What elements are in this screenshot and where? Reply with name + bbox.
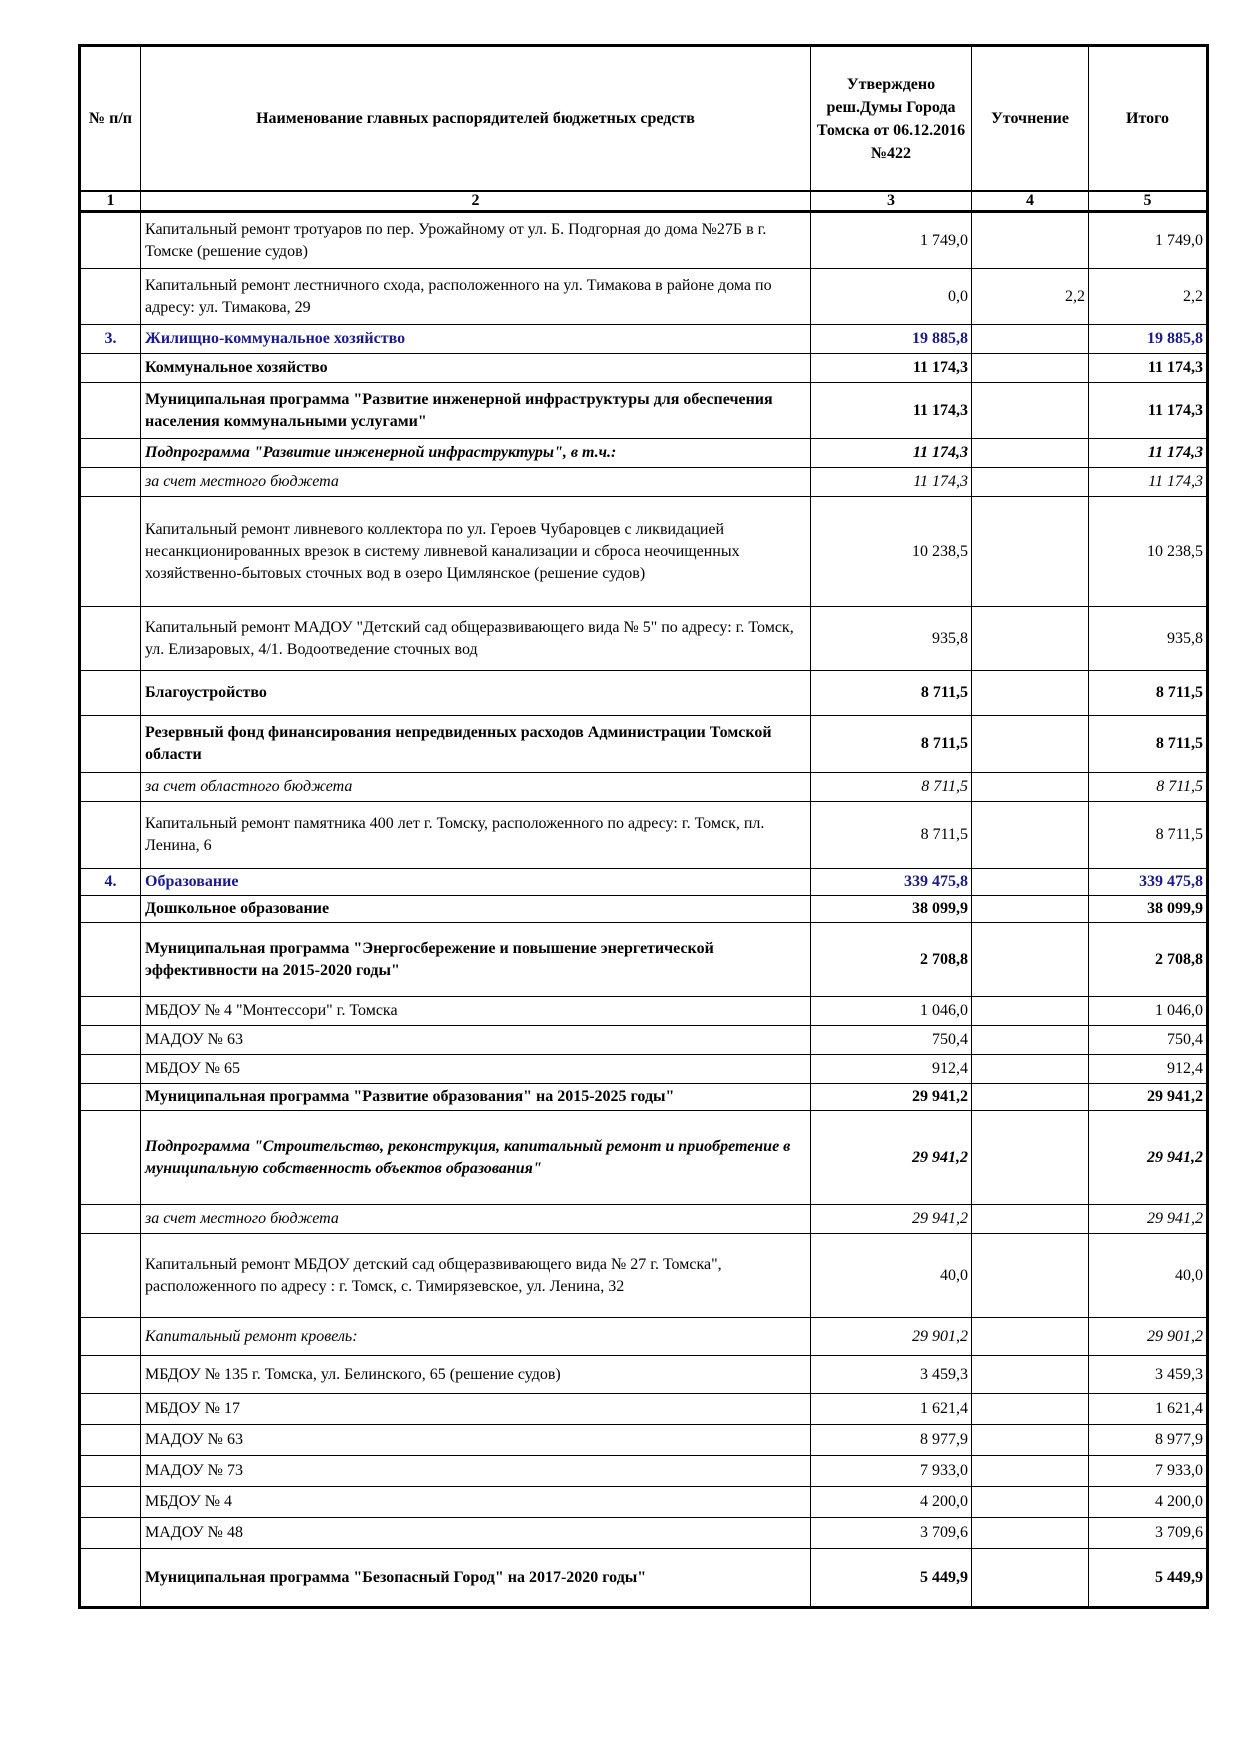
row-approved: 8 711,5 bbox=[811, 802, 972, 869]
row-total: 912,4 bbox=[1089, 1055, 1208, 1084]
row-number bbox=[80, 1055, 141, 1084]
row-approved: 19 885,8 bbox=[811, 325, 972, 354]
row-total: 10 238,5 bbox=[1089, 497, 1208, 607]
row-number bbox=[80, 1549, 141, 1608]
row-approved: 1 749,0 bbox=[811, 212, 972, 269]
header-no: № п/п bbox=[80, 46, 141, 192]
table-row bbox=[80, 716, 1208, 773]
row-approved: 11 174,3 bbox=[811, 354, 972, 383]
row-approved: 8 711,5 bbox=[811, 671, 972, 716]
row-total: 19 885,8 bbox=[1089, 325, 1208, 354]
row-approved: 29 901,2 bbox=[811, 1318, 972, 1356]
row-name: МБДОУ № 135 г. Томска, ул. Белинского, 65 (решение судов) bbox=[141, 1356, 811, 1394]
row-total: 8 977,9 bbox=[1089, 1425, 1208, 1456]
row-number bbox=[80, 773, 141, 802]
row-adjust bbox=[972, 607, 1089, 671]
row-number bbox=[80, 269, 141, 325]
row-name: МАДОУ № 73 bbox=[141, 1456, 811, 1487]
table-row bbox=[80, 383, 1208, 439]
row-adjust bbox=[972, 773, 1089, 802]
table-row bbox=[80, 671, 1208, 716]
row-name: Капитальный ремонт кровель: bbox=[141, 1318, 811, 1356]
row-number bbox=[80, 1026, 141, 1055]
row-name: МАДОУ № 48 bbox=[141, 1518, 811, 1549]
row-approved: 11 174,3 bbox=[811, 468, 972, 497]
row-number bbox=[80, 802, 141, 869]
row-total: 8 711,5 bbox=[1089, 716, 1208, 773]
row-number bbox=[80, 923, 141, 997]
row-approved: 2 708,8 bbox=[811, 923, 972, 997]
column-number: 3 bbox=[811, 191, 972, 212]
row-approved: 11 174,3 bbox=[811, 383, 972, 439]
row-total: 1 046,0 bbox=[1089, 997, 1208, 1026]
row-total: 8 711,5 bbox=[1089, 671, 1208, 716]
column-number: 1 bbox=[80, 191, 141, 212]
table-row bbox=[80, 1456, 1208, 1487]
row-number bbox=[80, 1487, 141, 1518]
table-row bbox=[80, 1487, 1208, 1518]
row-approved: 29 941,2 bbox=[811, 1111, 972, 1205]
row-name: Капитальный ремонт лестничного схода, расположенного на ул. Тимакова в районе дома по адресу: ул. Тимакова, 29 bbox=[141, 269, 811, 325]
row-approved: 7 933,0 bbox=[811, 1456, 972, 1487]
table-row bbox=[80, 802, 1208, 869]
row-number: 4. bbox=[80, 869, 141, 896]
table-row bbox=[80, 997, 1208, 1026]
table-row bbox=[80, 497, 1208, 607]
row-adjust bbox=[972, 1055, 1089, 1084]
row-total: 2 708,8 bbox=[1089, 923, 1208, 997]
row-number bbox=[80, 1084, 141, 1111]
row-name: Муниципальная программа "Развитие инженерной инфраструктуры для обеспечения населения коммунальными услугами" bbox=[141, 383, 811, 439]
row-total: 8 711,5 bbox=[1089, 802, 1208, 869]
row-total: 38 099,9 bbox=[1089, 896, 1208, 923]
row-name: Образование bbox=[141, 869, 811, 896]
table-row bbox=[80, 607, 1208, 671]
row-name: МБДОУ № 65 bbox=[141, 1055, 811, 1084]
row-adjust bbox=[972, 716, 1089, 773]
row-adjust bbox=[972, 1026, 1089, 1055]
header-approved: Утверждено реш.Думы Города Томска от 06.12.2016 №422 bbox=[811, 46, 972, 192]
row-number bbox=[80, 468, 141, 497]
row-total: 29 941,2 bbox=[1089, 1111, 1208, 1205]
row-name: Капитальный ремонт МБДОУ детский сад общеразвивающего вида № 27 г. Томска", расположенного по адресу : г. Томск, с. Тимирязевское, ул. Ленина, 32 bbox=[141, 1234, 811, 1318]
row-approved: 5 449,9 bbox=[811, 1549, 972, 1608]
table-row bbox=[80, 439, 1208, 468]
row-name: Подпрограмма "Строительство, реконструкция, капитальный ремонт и приобретение в муниципальную собственность объектов образования" bbox=[141, 1111, 811, 1205]
row-name: Муниципальная программа "Энергосбережение и повышение энергетической эффективности на 2015-2020 годы" bbox=[141, 923, 811, 997]
row-name: за счет местного бюджета bbox=[141, 1205, 811, 1234]
row-adjust bbox=[972, 1518, 1089, 1549]
row-number bbox=[80, 896, 141, 923]
budget-table-body bbox=[80, 46, 1208, 1608]
row-total: 1 749,0 bbox=[1089, 212, 1208, 269]
row-number bbox=[80, 1111, 141, 1205]
table-row bbox=[80, 773, 1208, 802]
table-row bbox=[80, 923, 1208, 997]
row-adjust bbox=[972, 354, 1089, 383]
row-number bbox=[80, 1394, 141, 1425]
row-total: 7 933,0 bbox=[1089, 1456, 1208, 1487]
row-approved: 11 174,3 bbox=[811, 439, 972, 468]
table-row bbox=[80, 896, 1208, 923]
row-adjust bbox=[972, 802, 1089, 869]
table-row bbox=[80, 1234, 1208, 1318]
row-adjust bbox=[972, 325, 1089, 354]
row-approved: 10 238,5 bbox=[811, 497, 972, 607]
table-row bbox=[80, 1318, 1208, 1356]
row-approved: 935,8 bbox=[811, 607, 972, 671]
table-row bbox=[80, 1055, 1208, 1084]
row-adjust bbox=[972, 1084, 1089, 1111]
table-row bbox=[80, 1425, 1208, 1456]
row-number: 3. bbox=[80, 325, 141, 354]
row-adjust bbox=[972, 1549, 1089, 1608]
row-total: 5 449,9 bbox=[1089, 1549, 1208, 1608]
row-name: Коммунальное хозяйство bbox=[141, 354, 811, 383]
row-approved: 40,0 bbox=[811, 1234, 972, 1318]
row-approved: 912,4 bbox=[811, 1055, 972, 1084]
row-number bbox=[80, 716, 141, 773]
row-name: МБДОУ № 4 "Монтессори" г. Томска bbox=[141, 997, 811, 1026]
row-approved: 339 475,8 bbox=[811, 869, 972, 896]
row-adjust bbox=[972, 1234, 1089, 1318]
row-approved: 29 941,2 bbox=[811, 1205, 972, 1234]
header-row bbox=[80, 46, 1208, 192]
row-adjust bbox=[972, 896, 1089, 923]
row-number bbox=[80, 1205, 141, 1234]
header-adjust: Уточнение bbox=[972, 46, 1089, 192]
row-approved: 29 941,2 bbox=[811, 1084, 972, 1111]
row-number bbox=[80, 997, 141, 1026]
row-name: за счет областного бюджета bbox=[141, 773, 811, 802]
row-name: Жилищно-коммунальное хозяйство bbox=[141, 325, 811, 354]
row-name: Капитальный ремонт МАДОУ "Детский сад общеразвивающего вида № 5" по адресу: г. Томск, ул. Елизаровых, 4/1. Водоотведение сточных вод bbox=[141, 607, 811, 671]
row-name: Дошкольное образование bbox=[141, 896, 811, 923]
row-approved: 8 711,5 bbox=[811, 773, 972, 802]
row-adjust bbox=[972, 869, 1089, 896]
row-total: 2,2 bbox=[1089, 269, 1208, 325]
table-row bbox=[80, 212, 1208, 269]
row-total: 29 941,2 bbox=[1089, 1205, 1208, 1234]
table-row bbox=[80, 1205, 1208, 1234]
header-total: Итого bbox=[1089, 46, 1208, 192]
row-name: Благоустройство bbox=[141, 671, 811, 716]
table-row bbox=[80, 269, 1208, 325]
row-number bbox=[80, 1318, 141, 1356]
row-total: 750,4 bbox=[1089, 1026, 1208, 1055]
table-row bbox=[80, 1549, 1208, 1608]
row-number bbox=[80, 671, 141, 716]
row-adjust bbox=[972, 1487, 1089, 1518]
row-name: Капитальный ремонт памятника 400 лет г. Томску, расположенного по адресу: г. Томск, пл. Ленина, 6 bbox=[141, 802, 811, 869]
row-adjust bbox=[972, 1111, 1089, 1205]
row-number bbox=[80, 354, 141, 383]
row-number bbox=[80, 1425, 141, 1456]
row-total: 3 459,3 bbox=[1089, 1356, 1208, 1394]
table-row bbox=[80, 354, 1208, 383]
budget-table bbox=[78, 44, 1209, 1609]
row-name: Капитальный ремонт ливневого коллектора по ул. Героев Чубаровцев с ликвидацией несанкционированных врезок в систему ливневой канализации и сброса неочищенных хозяйственно-бытовых сточных вод в озеро Цимлянское (решение судов) bbox=[141, 497, 811, 607]
row-number bbox=[80, 1518, 141, 1549]
row-adjust bbox=[972, 1425, 1089, 1456]
row-total: 11 174,3 bbox=[1089, 354, 1208, 383]
row-adjust bbox=[972, 1356, 1089, 1394]
row-adjust bbox=[972, 923, 1089, 997]
row-adjust bbox=[972, 383, 1089, 439]
row-approved: 38 099,9 bbox=[811, 896, 972, 923]
row-number bbox=[80, 383, 141, 439]
row-adjust bbox=[972, 1394, 1089, 1425]
row-approved: 1 621,4 bbox=[811, 1394, 972, 1425]
row-approved: 3 709,6 bbox=[811, 1518, 972, 1549]
row-approved: 8 711,5 bbox=[811, 716, 972, 773]
row-name: за счет местного бюджета bbox=[141, 468, 811, 497]
row-number bbox=[80, 212, 141, 269]
row-approved: 750,4 bbox=[811, 1026, 972, 1055]
row-name: Резервный фонд финансирования непредвиденных расходов Администрации Томской области bbox=[141, 716, 811, 773]
row-adjust bbox=[972, 997, 1089, 1026]
row-name: Капитальный ремонт тротуаров по пер. Урожайному от ул. Б. Подгорная до дома №27Б в г. Томске (решение судов) bbox=[141, 212, 811, 269]
row-approved: 0,0 bbox=[811, 269, 972, 325]
row-adjust bbox=[972, 671, 1089, 716]
table-row bbox=[80, 1111, 1208, 1205]
row-total: 11 174,3 bbox=[1089, 439, 1208, 468]
row-name: Муниципальная программа "Развитие образования" на 2015-2025 годы" bbox=[141, 1084, 811, 1111]
row-approved: 3 459,3 bbox=[811, 1356, 972, 1394]
row-name: Муниципальная программа "Безопасный Город" на 2017-2020 годы" bbox=[141, 1549, 811, 1608]
row-number bbox=[80, 497, 141, 607]
row-adjust bbox=[972, 1318, 1089, 1356]
row-total: 29 941,2 bbox=[1089, 1084, 1208, 1111]
row-number bbox=[80, 1456, 141, 1487]
row-number bbox=[80, 1356, 141, 1394]
column-number: 5 bbox=[1089, 191, 1208, 212]
table-row bbox=[80, 1026, 1208, 1055]
row-name: МАДОУ № 63 bbox=[141, 1425, 811, 1456]
row-total: 29 901,2 bbox=[1089, 1318, 1208, 1356]
row-approved: 4 200,0 bbox=[811, 1487, 972, 1518]
table-row bbox=[80, 1518, 1208, 1549]
header-name: Наименование главных распорядителей бюджетных средств bbox=[141, 46, 811, 192]
row-adjust bbox=[972, 1205, 1089, 1234]
row-number bbox=[80, 439, 141, 468]
column-numbers-row bbox=[80, 191, 1208, 212]
row-approved: 1 046,0 bbox=[811, 997, 972, 1026]
row-adjust bbox=[972, 497, 1089, 607]
table-row bbox=[80, 325, 1208, 354]
row-total: 4 200,0 bbox=[1089, 1487, 1208, 1518]
row-total: 11 174,3 bbox=[1089, 468, 1208, 497]
row-number bbox=[80, 607, 141, 671]
column-number: 2 bbox=[141, 191, 811, 212]
row-name: МБДОУ № 17 bbox=[141, 1394, 811, 1425]
row-name: МАДОУ № 63 bbox=[141, 1026, 811, 1055]
row-adjust bbox=[972, 468, 1089, 497]
table-row bbox=[80, 1356, 1208, 1394]
row-total: 3 709,6 bbox=[1089, 1518, 1208, 1549]
row-total: 1 621,4 bbox=[1089, 1394, 1208, 1425]
row-total: 935,8 bbox=[1089, 607, 1208, 671]
row-total: 40,0 bbox=[1089, 1234, 1208, 1318]
row-adjust bbox=[972, 1456, 1089, 1487]
row-adjust: 2,2 bbox=[972, 269, 1089, 325]
row-total: 11 174,3 bbox=[1089, 383, 1208, 439]
table-row bbox=[80, 1394, 1208, 1425]
row-total: 8 711,5 bbox=[1089, 773, 1208, 802]
row-adjust bbox=[972, 212, 1089, 269]
row-name: Подпрограмма "Развитие инженерной инфраструктуры", в т.ч.: bbox=[141, 439, 811, 468]
column-number: 4 bbox=[972, 191, 1089, 212]
row-approved: 8 977,9 bbox=[811, 1425, 972, 1456]
table-row bbox=[80, 468, 1208, 497]
row-adjust bbox=[972, 439, 1089, 468]
row-total: 339 475,8 bbox=[1089, 869, 1208, 896]
table-row bbox=[80, 869, 1208, 896]
row-name: МБДОУ № 4 bbox=[141, 1487, 811, 1518]
table-row bbox=[80, 1084, 1208, 1111]
row-number bbox=[80, 1234, 141, 1318]
